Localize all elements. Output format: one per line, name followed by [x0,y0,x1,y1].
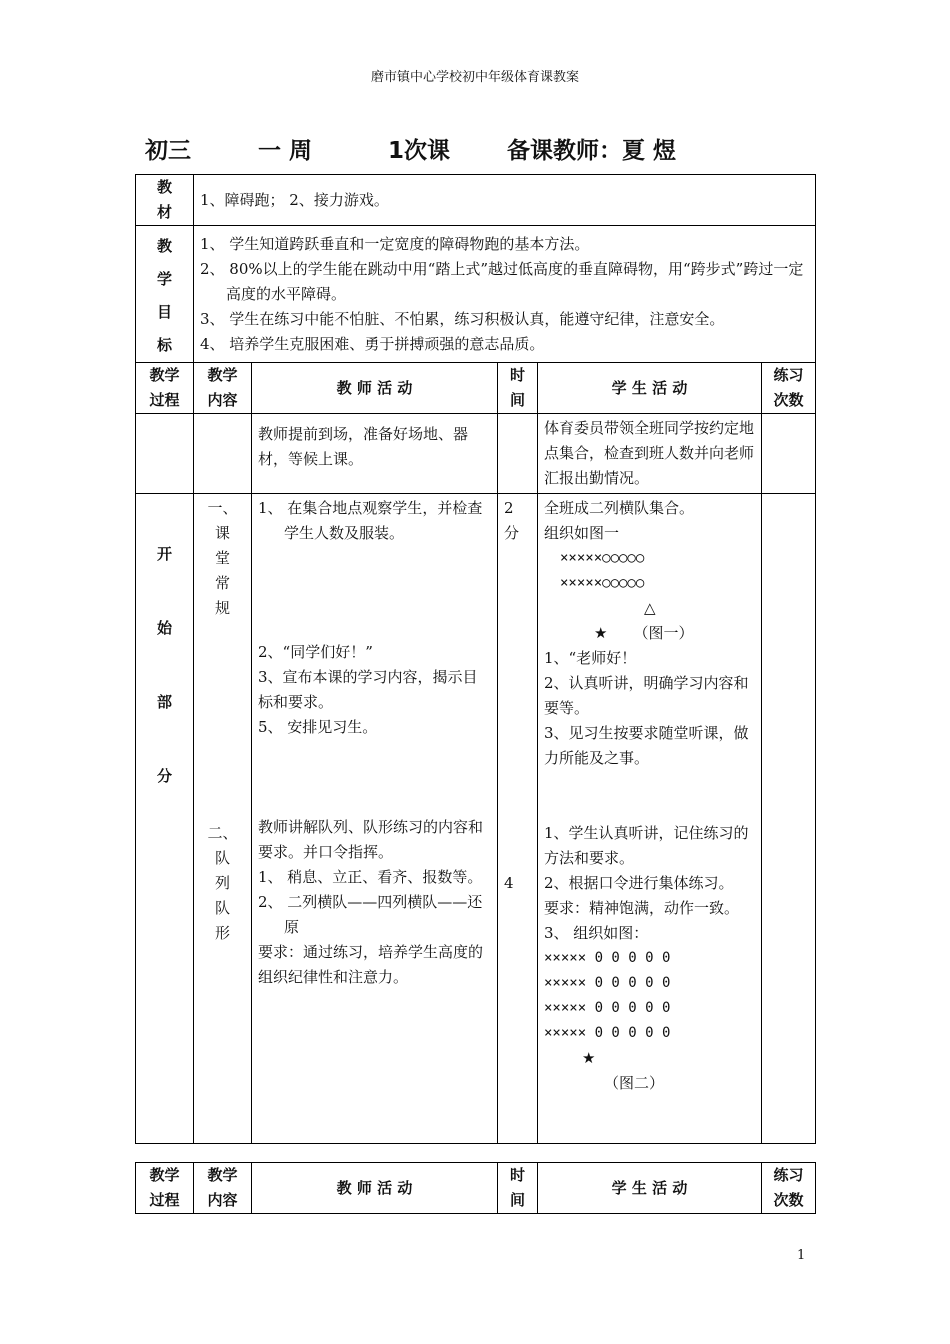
teacher-step: 教师讲解队列、队形练习的内容和要求。并口令指挥。 [258,818,484,861]
lesson-plan-table-2 [135,1162,816,1214]
title-lesson: 1次课 [388,138,451,164]
formation-2: ××××× 0 0 0 0 0 [544,950,671,966]
figure-caption: （图一） [633,624,694,642]
col-content: 教学内容 [194,1163,252,1214]
col-content: 教学内容 [194,363,252,414]
goal-item: 3、 学生在练习中能不怕脏、不怕累，练习积极认真，能遵守纪律，注意安全。 [200,309,725,328]
section-name: 开 始 部 分 [136,494,194,1144]
teacher-step: 3、宣布本课的学习内容，揭示目标和要求。 [258,668,478,711]
formation-2: ××××× 0 0 0 0 0 [544,975,671,991]
title-week: 一 周 [258,138,313,164]
goal-item: 4、 培养学生克服困难、勇于拼搏顽强的意志品质。 [200,334,545,353]
goals-list [194,226,816,363]
teacher-step: 1、 稍息、立正、看齐、报数等。 [258,868,483,886]
formation-1: ×××××○○○○○ [560,575,645,591]
document-header: 磨市镇中心学校初中年级体育课教案 [370,70,579,85]
formation-2: ××××× 0 0 0 0 0 [544,1025,671,1041]
teacher-step: 要求：通过练习，培养学生高度的组织纪律性和注意力。 [258,943,484,986]
teacher-step: 1、 在集合地点观察学生，并检查学生人数及服装。 [258,499,483,542]
formation-2: ××××× 0 0 0 0 0 [544,1000,671,1016]
goal-item: 2、 80%以上的学生能在跳动中用“踏上式”越过低高度的垂直障碍物，用“跨步式”跨过一定高度的水平障碍。 [200,259,804,303]
col-time: 时间 [498,363,538,414]
col-process: 教学过程 [136,1163,194,1214]
page-number: 1 [797,1248,806,1263]
lesson-plan-table [135,174,816,1144]
teacher-position-icon: △ [644,599,656,617]
col-student: 学 生 活 动 [538,363,762,414]
col-teacher: 教 师 活 动 [252,363,498,414]
goals-label: 教 学 目 标 [136,226,194,363]
col-process: 教学过程 [136,363,194,414]
goal-item: 1、 学生知道跨跃垂直和一定宽度的障碍物跑的基本方法。 [200,234,590,253]
teacher-step: 5、 安排见习生。 [258,718,378,736]
formation-1: ×××××○○○○○ [560,550,645,566]
star-icon: ★ [594,624,608,642]
col-practice: 练习次数 [762,1163,816,1214]
material-text: 1、障碍跑； 2、接力游戏。 [194,175,816,226]
prep-student: 体育委员带领全班同学按约定地点集合，检查到班人数并向老师汇报出勤情况。 [538,414,762,494]
col-time: 时间 [498,1163,538,1214]
col-student: 学 生 活 动 [538,1163,762,1214]
star-icon: ★ [582,1049,596,1067]
title-grade: 初三 [145,138,191,164]
section-content: 一、 课 堂 常 规 二、 队 列 队 形 [194,494,252,1144]
prep-teacher: 教师提前到场，准备好场地、器材，等候上课。 [252,414,498,494]
teacher-step: 2、 二列横队——四列横队——还原 [258,893,483,936]
section-teacher [252,494,498,1144]
material-label: 教 材 [136,175,194,226]
section-time: 2分 4 [498,494,538,1144]
title-teacher: 备课教师：夏 煜 [507,138,677,164]
col-teacher: 教 师 活 动 [252,1163,498,1214]
figure-caption: （图二） [604,1074,665,1092]
col-practice: 练习次数 [762,363,816,414]
teacher-step: 2、“同学们好！” [258,643,373,661]
section-student: 全班成二列横队集合。 组织如图一 ×××××○○○○○ ×××××○○○○○ △ ★ （图一） 1、“老师好！ 2、认真听讲，明确学习内容和要等。 3、见习生按要求随堂听课，做力所能及之事。 1、学生认真听讲，记住练习的方法和要求。 2、根据口令进行集体练习。 要求：精神饱满，动作一致。 3、 组织如图： ××××× 0 0 0 0 0 ××××× 0 0 0 0 0 ××××× 0 0 0 0 0 ××××× 0 0 0 0 0 ★ （图二） [538,494,762,1144]
